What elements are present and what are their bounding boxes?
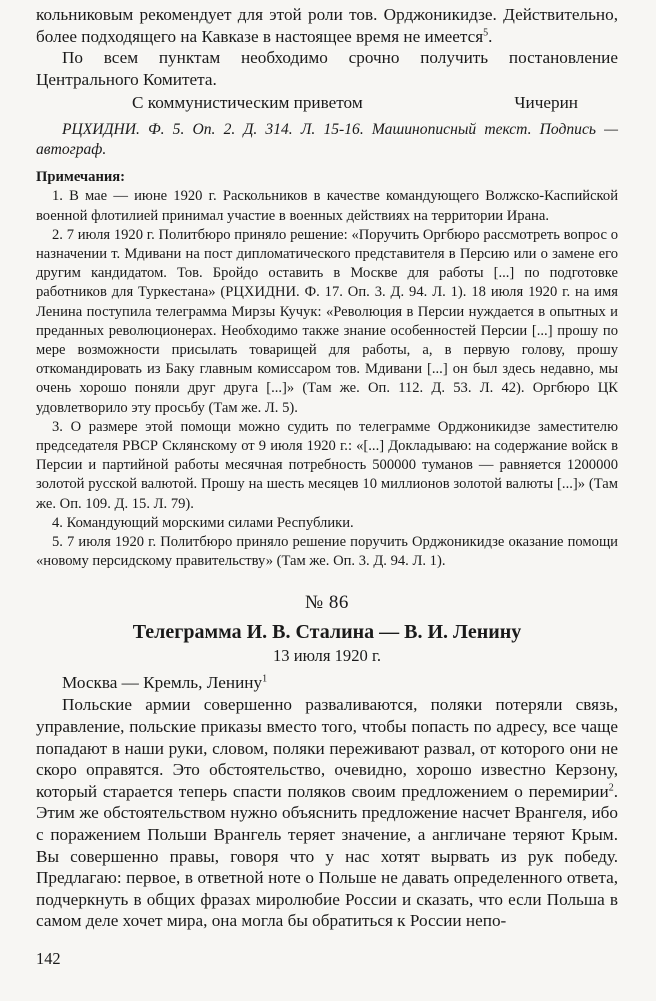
paragraph-central-committee: По всем пунктам необходимо срочно получить постановление Центрального Комитета. xyxy=(36,48,618,89)
archive-reference: РЦХИДНИ. Ф. 5. Оп. 2. Д. 314. Л. 15-16. Машинописный текст. Подпись — автограф. xyxy=(36,121,618,159)
signature-author: Чичерин xyxy=(514,93,578,113)
notes-heading: Примечания: xyxy=(36,169,126,186)
note-item: 5. 7 июля 1920 г. Политбюро приняло решение поручить Орджоникидзе оказание помощи «новому персидскому правительству» (Там же. Оп. 3. Д. 94. Л. 1). xyxy=(36,534,618,570)
document-number: № 86 xyxy=(305,592,349,614)
signature-line xyxy=(36,92,618,114)
signature-greeting: С коммунистическим приветом xyxy=(132,93,363,113)
note-item: 1. В мае — июне 1920 г. Раскольников в качестве командующего Волжско-Каспийской военной флотилией принимал участие в военных действиях на территории Ирана. xyxy=(36,188,618,224)
document-body: Польские армии совершенно разваливаются, поляки потеряли связь, управление, польские приказы вместо того, чтобы попасть по адресу, все чаще попадают в наши руки, словом, поляки переживают развал, от которого они не скоро оправятся. Это обстоятельство, очевидно, хорошо известно Керзону, который старается теперь спасти поляков своим предложением о перемирии$^2$. Этим же обстоятельством нужно объяснить предложение насчет Врангеля, ибо с поражением Польши Врангель теряет значение, а англичане теряют Крым. Вы совершенно правы, говоря что у нас хотят вырвать из рук победу. Предлагаю: первое, в ответной ноте о Польше не давать определенного ответа, подчеркнуть в общих фразах миролюбие России и сказать, что если Польша в самом деле хочет мира, она могла бы обратиться к России непо- xyxy=(36,695,618,931)
footnote-ref-5: 5 xyxy=(483,26,489,38)
document-address: Москва — Кремль, Ленину$^1$ xyxy=(62,673,268,693)
footnote-ref-2: 2 xyxy=(608,782,614,794)
note-item: 4. Командующий морскими силами Республики. xyxy=(52,514,354,531)
top-paragraph: кольниковым рекомендует для этой роли тов. Орджоникидзе. Действительно, более подходящего на Кавказе в настоящее время не имеется$^5$. xyxy=(36,5,618,46)
document-date: 13 июля 1920 г. xyxy=(272,646,382,666)
note-item: 2. 7 июля 1920 г. Политбюро приняло решение: «Поручить Оргбюро рассмотреть вопрос о назначении т. Мдивани на пост дипломатического представителя в Персию или о замене его другим кандидатом. Тов. Бройдо оставить в Москве для работы [...] по подготовке работников для Туркестана» (РЦХИДНИ. Ф. 17. Оп. 3. Д. 94. Л. 1). 18 июля 1920 г. на имя Ленина поступила телеграмма Мирзы Кучук: «Революция в Персии нуждается в опытных и преданных революционерах. Необходимо также знание особенностей Персии [...] прошу по мере возможности присылать товарищей для работы, а, в первую голову, прошу откомандировать из Баку главным комиссаром тов. Мдивани [...] он был здесь недавно, мы очень хорошо поняли друг друга [...]» (Там же. Оп. 112. Д. 53. Л. 42). Оргбюро ЦК удовлетворило эту просьбу (Там же. Л. 5). xyxy=(36,226,618,416)
footnote-ref-1: 1 xyxy=(262,673,268,685)
document-title: Телеграмма И. В. Сталина — В. И. Ленину xyxy=(132,621,522,644)
page-number: 142 xyxy=(36,949,61,968)
note-item: 3. О размере этой помощи можно судить по телеграмме Орджоникидзе заместителю председателя РВСР Склянскому от 9 июля 1920 г.: «[...] Докладываю: на содержание войск в Персии и партийной работы месячная потребность 500000 туманов — равняется 1200000 золотой русской валютой. Прошу на шесть месяцев 10 миллионов золотой валюты [...]» (Там же. Оп. 109. Д. 15. Л. 79). xyxy=(36,418,618,512)
